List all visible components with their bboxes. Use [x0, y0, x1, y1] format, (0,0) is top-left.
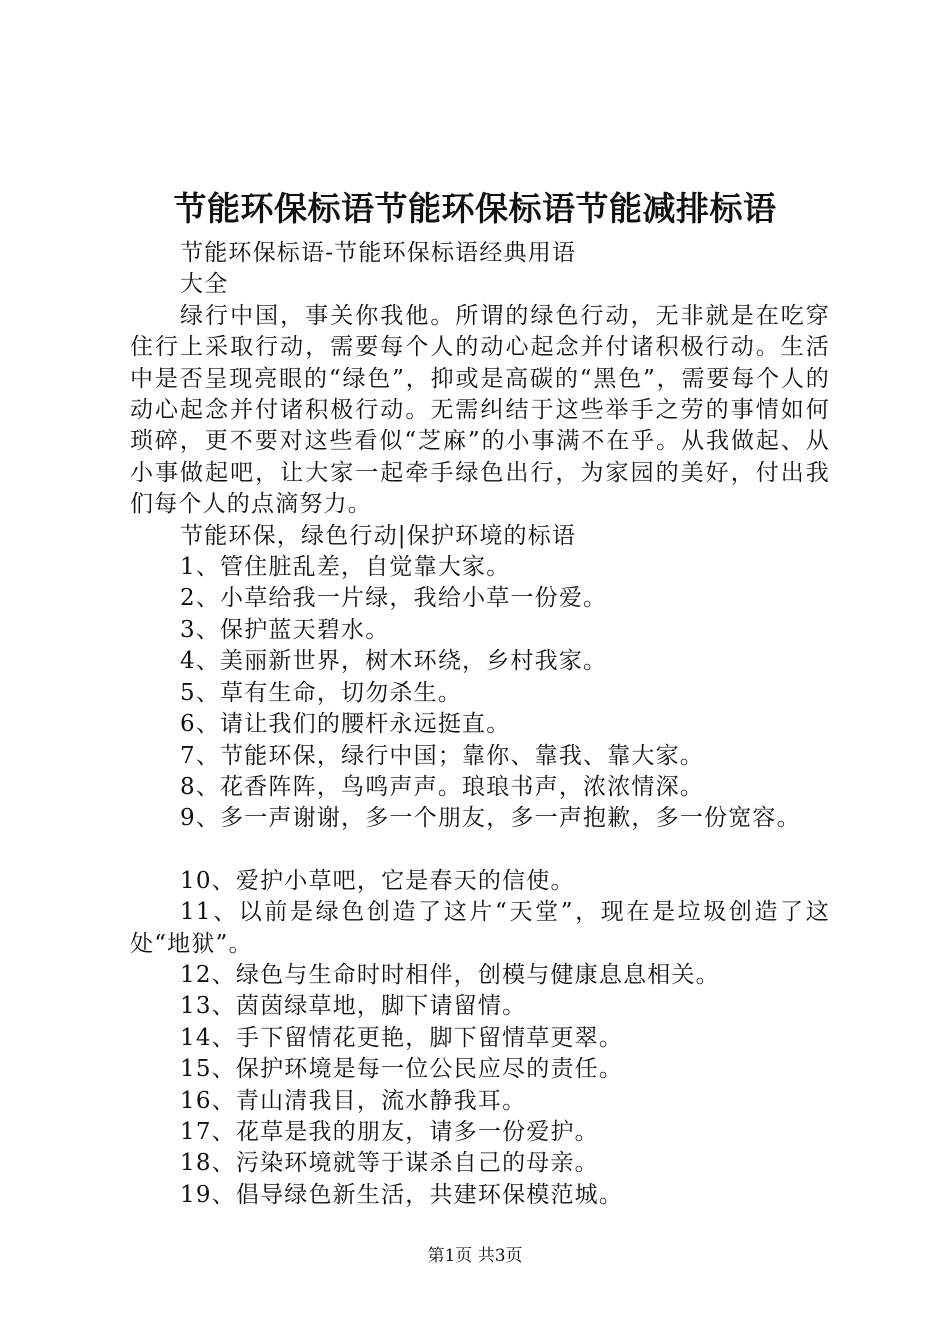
slogan-item: 14、手下留情花更艳，脚下留情草更翠。 — [180, 1024, 624, 1051]
slogan-item: 6、请让我们的腰杆永远挺直。 — [180, 711, 511, 738]
slogan-item: 10、爱护小草吧，它是春天的信使。 — [180, 867, 575, 894]
blank-line — [130, 835, 830, 866]
slogan-item: 18、污染环境就等于谋杀自己的母亲。 — [180, 1150, 599, 1177]
slogan-item: 3、保护蓝天碧水。 — [180, 616, 390, 643]
slogan-item: 11、以前是绿色创造了这片“天堂”，现在是垃圾创造了这处“地狱”。 — [130, 899, 830, 957]
document-title: 节能环保标语节能环保标语节能减排标语 — [173, 189, 777, 228]
intro-paragraph: 绿行中国，事关你我他。所谓的绿色行动，无非就是在吃穿住行上采取行动，需要每个人的动心起念并付诸积极行动。生活中是否呈现亮眼的“绿色”，抑或是高碳的“黑色”，需要每个人的动心起念并付诸积极行动。无需纠结于这些举手之劳的事情如何琐碎，更不要对这些看似“芝麻”的小事满不在乎。从我做起、从小事做起吧，让大家一起牵手绿色出行，为家园的美好，付出我们每个人的点滴努力。 — [130, 302, 830, 518]
slogan-item: 7、节能环保，绿行中国；靠你、靠我、靠大家。 — [180, 742, 705, 769]
slogan-item: 12、绿色与生命时时相伴，创模与健康息息相关。 — [180, 961, 720, 988]
slogan-item: 8、花香阵阵，鸟鸣声声。琅琅书声，浓浓情深。 — [180, 773, 705, 800]
slogan-item: 2、小草给我一片绿，我给小草一份爱。 — [180, 585, 608, 612]
slogan-item: 15、保护环境是每一位公民应尽的责任。 — [180, 1056, 624, 1083]
slogan-item: 9、多一声谢谢，多一个朋友，多一声抱歉，多一份宽容。 — [180, 805, 801, 832]
document-subtitle: 节能环保标语-节能环保标语经典用语大全 — [180, 240, 577, 298]
section-heading: 节能环保，绿色行动|保护环境的标语 — [180, 522, 577, 549]
page-footer: 第1页 共3页 — [427, 1246, 523, 1266]
slogan-item: 17、花草是我的朋友，请多一份爱护。 — [180, 1118, 599, 1145]
slogan-item: 5、草有生命，切勿杀生。 — [180, 679, 463, 706]
slogan-item: 13、茵茵绿草地，脚下请留情。 — [180, 993, 527, 1020]
slogan-item: 16、青山清我目，流水静我耳。 — [180, 1087, 527, 1114]
slogan-item: 1、管住脏乱差，自觉靠大家。 — [180, 554, 511, 581]
document-body — [130, 238, 830, 1211]
slogan-item: 19、倡导绿色新生活，共建环保模范城。 — [180, 1181, 624, 1208]
slogan-item: 4、美丽新世界，树木环绕，乡村我家。 — [180, 648, 608, 675]
